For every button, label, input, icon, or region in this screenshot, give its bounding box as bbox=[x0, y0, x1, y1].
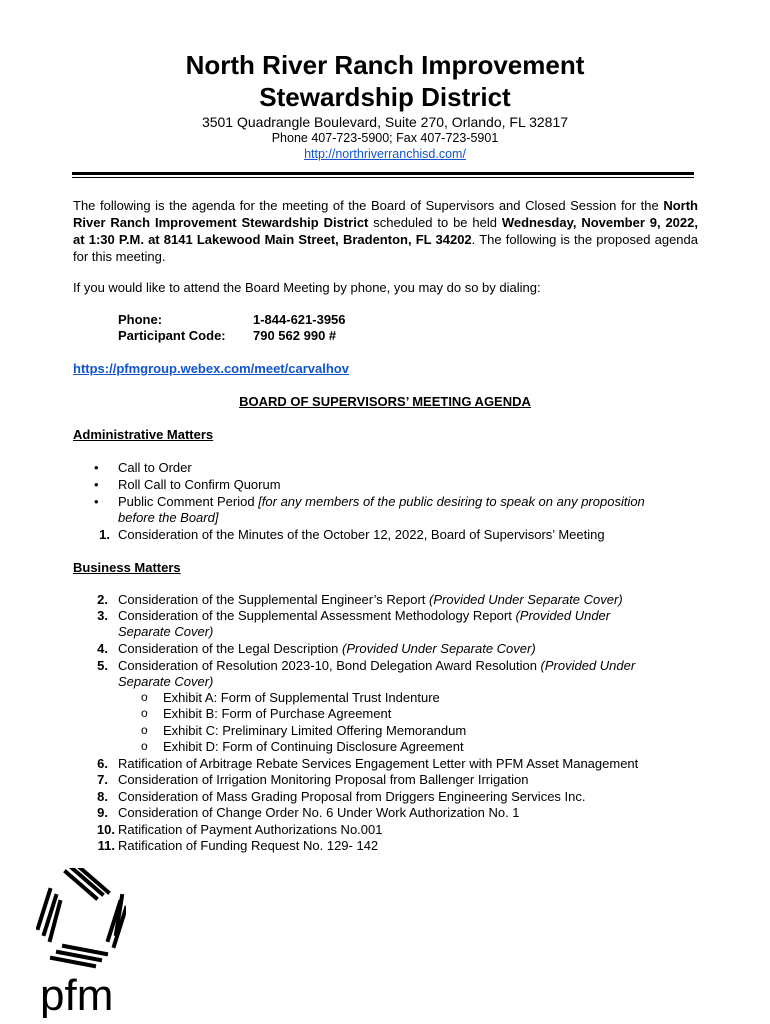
item-number: 2. bbox=[97, 592, 108, 607]
business-item: Consideration of the Supplemental Engineer’s Report (Provided Under Separate Cover) bbox=[118, 592, 623, 607]
business-item-cont: Separate Cover) bbox=[118, 624, 214, 639]
item-number: 3. bbox=[97, 608, 108, 623]
business-item: Consideration of Resolution 2023-10, Bond Delegation Award Resolution (Provided Under bbox=[118, 658, 636, 673]
phone-number: 1-844-621-3956 bbox=[253, 312, 346, 327]
business-item: Ratification of Arbitrage Rebate Services Engagement Letter with PFM Asset Management bbox=[118, 756, 639, 771]
header-rule-thick bbox=[72, 172, 694, 175]
phone-fax: Phone 407-723-5900; Fax 407-723-5901 bbox=[271, 131, 499, 145]
exhibit-d: Exhibit D: Form of Continuing Disclosure Agreement bbox=[163, 739, 464, 754]
website-row bbox=[0, 147, 770, 161]
item-number: 5. bbox=[97, 658, 108, 673]
admin-item-public-comment: Public Comment Period [for any members of the public desiring to speak on any proposition bbox=[118, 494, 645, 509]
intro-paragraph: The following is the agenda for the meeting of the Board of Supervisors and Closed Session for the North River Ranch Improvement Stewardship District scheduled to be held Wednesday, November 9, 2022, at 1:30 P.M. at 8141 Lakewood Main Street, Bradenton, FL 34202. The following is the proposed agenda for this meeting. bbox=[73, 198, 698, 264]
participant-code: 790 562 990 # bbox=[253, 328, 337, 343]
participant-code-label: Participant Code: bbox=[118, 328, 226, 343]
business-item: Consideration of Mass Grading Proposal from Driggers Engineering Services Inc. bbox=[118, 789, 586, 804]
item-number: 8. bbox=[97, 789, 108, 804]
business-item: Consideration of the Supplemental Assessment Methodology Report (Provided Under bbox=[118, 608, 611, 623]
business-item: Ratification of Payment Authorizations No.001 bbox=[118, 822, 383, 837]
header-rule-thin bbox=[72, 177, 694, 178]
bullet-icon: • bbox=[94, 477, 99, 492]
exhibit-c: Exhibit C: Preliminary Limited Offering Memorandum bbox=[163, 723, 467, 738]
exhibit-marker: o bbox=[141, 690, 148, 704]
agenda-title: BOARD OF SUPERVISORS’ MEETING AGENDA bbox=[239, 394, 531, 409]
website-link[interactable]: http://northriverranchisd.com/ bbox=[304, 147, 466, 161]
admin-item-roll-call: Roll Call to Confirm Quorum bbox=[118, 477, 281, 492]
bullet-icon: • bbox=[94, 494, 99, 509]
exhibit-marker: o bbox=[141, 739, 148, 753]
exhibit-marker: o bbox=[141, 706, 148, 720]
admin-item-minutes: Consideration of the Minutes of the October 12, 2022, Board of Supervisors’ Meeting bbox=[118, 527, 605, 542]
exhibit-marker: o bbox=[141, 723, 148, 737]
item-number: 6. bbox=[97, 756, 108, 771]
district-address: 3501 Quadrangle Boulevard, Suite 270, Orlando, FL 32817 bbox=[201, 114, 569, 130]
exhibit-a: Exhibit A: Form of Supplemental Trust Indenture bbox=[163, 690, 440, 705]
item-number: 1. bbox=[99, 527, 110, 542]
webex-link[interactable]: https://pfmgroup.webex.com/meet/carvalhov bbox=[73, 361, 349, 376]
admin-heading: Administrative Matters bbox=[73, 427, 214, 442]
business-item: Consideration of the Legal Description (Provided Under Separate Cover) bbox=[118, 641, 536, 656]
district-title-line1: North River Ranch Improvement bbox=[185, 50, 585, 80]
district-title-line2: Stewardship District bbox=[259, 82, 511, 112]
business-item: Consideration of Change Order No. 6 Under Work Authorization No. 1 bbox=[118, 805, 520, 820]
business-item: Consideration of Irrigation Monitoring Proposal from Ballenger Irrigation bbox=[118, 772, 529, 787]
pfm-logo bbox=[36, 868, 126, 1023]
admin-item-call-to-order: Call to Order bbox=[118, 460, 192, 475]
business-item-cont: Separate Cover) bbox=[118, 674, 214, 689]
item-number: 11. bbox=[97, 838, 115, 853]
phone-label: Phone: bbox=[118, 312, 163, 327]
bullet-icon: • bbox=[94, 460, 99, 475]
business-item: Ratification of Funding Request No. 129- 142 bbox=[118, 838, 379, 853]
business-heading: Business Matters bbox=[73, 560, 181, 575]
exhibit-b: Exhibit B: Form of Purchase Agreement bbox=[163, 706, 392, 721]
pfm-wordmark: pfm bbox=[40, 971, 114, 1018]
pfm-starburst-logo-icon bbox=[36, 868, 126, 1018]
admin-item-public-comment-cont: before the Board] bbox=[118, 510, 219, 525]
item-number: 7. bbox=[97, 772, 108, 787]
phone-instructions: If you would like to attend the Board Meeting by phone, you may do so by dialing: bbox=[73, 280, 541, 295]
item-number: 10. bbox=[96, 822, 115, 837]
item-number: 9. bbox=[97, 805, 108, 820]
item-number: 4. bbox=[97, 641, 108, 656]
